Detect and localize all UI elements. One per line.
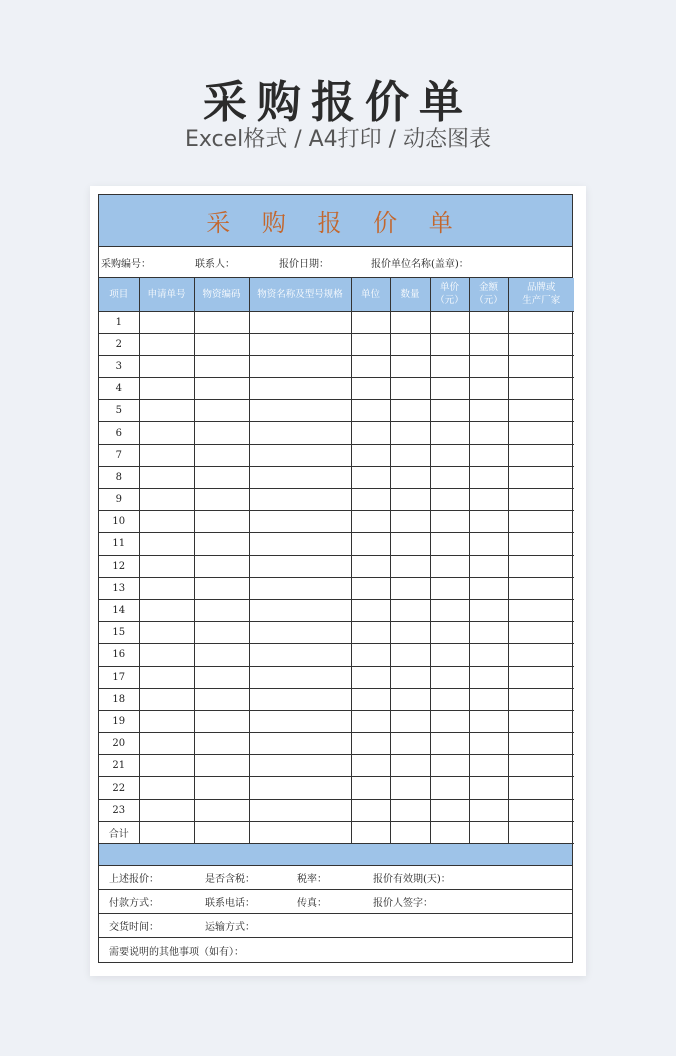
- footer-band: [99, 844, 572, 866]
- footer-transport: 运输方式：: [205, 922, 255, 933]
- sheet-title: 采 购 报 价 单: [206, 209, 465, 237]
- table-cell[interactable]: [430, 777, 469, 799]
- table-cell[interactable]: [194, 444, 249, 466]
- table-cell[interactable]: [139, 555, 194, 577]
- table-row: [99, 777, 574, 799]
- footer-delivery-time: 交货时间：: [109, 922, 159, 933]
- table-cell[interactable]: [351, 577, 390, 599]
- table-cell[interactable]: [508, 400, 574, 422]
- table-cell[interactable]: [430, 622, 469, 644]
- row-number: 18: [99, 688, 139, 710]
- table-cell[interactable]: [139, 466, 194, 488]
- table-cell[interactable]: [430, 710, 469, 732]
- table-cell[interactable]: [249, 755, 351, 777]
- table-cell[interactable]: [469, 577, 508, 599]
- row-number: 20: [99, 733, 139, 755]
- table-cell[interactable]: [249, 622, 351, 644]
- table-cell[interactable]: [194, 355, 249, 377]
- table-cell[interactable]: [390, 733, 430, 755]
- table-cell[interactable]: [139, 777, 194, 799]
- table-cell[interactable]: [508, 378, 574, 400]
- total-cell[interactable]: [390, 821, 430, 843]
- table-cell[interactable]: [194, 555, 249, 577]
- table-cell[interactable]: [194, 644, 249, 666]
- row-number: 15: [99, 622, 139, 644]
- table-cell[interactable]: [469, 333, 508, 355]
- table-cell[interactable]: [430, 533, 469, 555]
- table-cell[interactable]: [390, 666, 430, 688]
- total-label: 合计: [99, 821, 139, 843]
- table-row: [99, 311, 574, 333]
- table-cell[interactable]: [139, 599, 194, 621]
- table-cell[interactable]: [139, 644, 194, 666]
- table-cell[interactable]: [469, 622, 508, 644]
- table-cell[interactable]: [194, 311, 249, 333]
- table-row: [99, 733, 574, 755]
- table-cell[interactable]: [390, 511, 430, 533]
- table-cell[interactable]: [139, 311, 194, 333]
- table-cell[interactable]: [351, 311, 390, 333]
- table-row: [99, 355, 574, 377]
- table-cell[interactable]: [194, 422, 249, 444]
- row-number: 23: [99, 799, 139, 821]
- table-cell[interactable]: [390, 688, 430, 710]
- table-row: [99, 688, 574, 710]
- table-cell[interactable]: [469, 777, 508, 799]
- table-row: [99, 466, 574, 488]
- table-cell[interactable]: [469, 755, 508, 777]
- table-cell[interactable]: [508, 333, 574, 355]
- table-cell[interactable]: [351, 422, 390, 444]
- column-header: 物资编码: [194, 278, 249, 311]
- meta-contact: 联系人：: [195, 258, 235, 270]
- table-cell[interactable]: [508, 799, 574, 821]
- table-row: [99, 666, 574, 688]
- table-cell[interactable]: [351, 378, 390, 400]
- table-cell[interactable]: [508, 599, 574, 621]
- table-cell[interactable]: [351, 710, 390, 732]
- table-cell[interactable]: [351, 489, 390, 511]
- banner-subtitle: Excel格式 / A4打印 / 动态图表: [184, 127, 492, 152]
- table-cell[interactable]: [508, 511, 574, 533]
- table-cell[interactable]: [249, 333, 351, 355]
- table-cell[interactable]: [430, 644, 469, 666]
- table-cell[interactable]: [390, 533, 430, 555]
- footer-row-delivery: [99, 914, 572, 938]
- footer-tax-included: 是否含税：: [205, 874, 255, 885]
- table-cell[interactable]: [508, 688, 574, 710]
- total-row: [99, 821, 574, 843]
- table-cell[interactable]: [430, 466, 469, 488]
- meta-quote-date: 报价日期：: [279, 258, 329, 270]
- footer-row-payment: [99, 890, 572, 914]
- table-cell[interactable]: [351, 644, 390, 666]
- footer-quoted-price: 上述报价：: [109, 874, 159, 885]
- table-cell[interactable]: [351, 688, 390, 710]
- table-cell[interactable]: [249, 688, 351, 710]
- table-cell[interactable]: [508, 755, 574, 777]
- total-cell[interactable]: [249, 821, 351, 843]
- table-cell[interactable]: [351, 777, 390, 799]
- column-header: 申请单号: [139, 278, 194, 311]
- table-cell[interactable]: [139, 755, 194, 777]
- table-row: [99, 378, 574, 400]
- table-cell[interactable]: [430, 422, 469, 444]
- total-cell[interactable]: [351, 821, 390, 843]
- table-cell[interactable]: [430, 577, 469, 599]
- table-cell[interactable]: [194, 489, 249, 511]
- table-cell[interactable]: [139, 355, 194, 377]
- table-row: [99, 489, 574, 511]
- table-cell[interactable]: [249, 400, 351, 422]
- table-row: [99, 422, 574, 444]
- table-cell[interactable]: [249, 444, 351, 466]
- table-cell[interactable]: [390, 799, 430, 821]
- column-header: 单价 （元）: [430, 278, 469, 311]
- table-cell[interactable]: [390, 577, 430, 599]
- row-number: 19: [99, 710, 139, 732]
- table-cell[interactable]: [390, 355, 430, 377]
- table-cell[interactable]: [390, 777, 430, 799]
- column-header: 单位: [351, 278, 390, 311]
- table-cell[interactable]: [139, 333, 194, 355]
- table-cell[interactable]: [139, 733, 194, 755]
- table-cell[interactable]: [139, 577, 194, 599]
- footer-payment-method: 付款方式：: [109, 898, 159, 909]
- banner-title: 采购报价单: [203, 77, 473, 128]
- footer-notes: 需要说明的其他事项（如有）：: [109, 946, 244, 958]
- table-cell[interactable]: [249, 666, 351, 688]
- total-cell[interactable]: [430, 821, 469, 843]
- table-cell[interactable]: [194, 378, 249, 400]
- table-cell[interactable]: [469, 533, 508, 555]
- table-cell[interactable]: [139, 688, 194, 710]
- table-row: [99, 577, 574, 599]
- table-cell[interactable]: [508, 311, 574, 333]
- meta-purchase-no: 采购编号：: [101, 258, 151, 270]
- table-cell[interactable]: [469, 799, 508, 821]
- table-row: [99, 799, 574, 821]
- table-cell[interactable]: [508, 444, 574, 466]
- footer-validity: 报价有效期(天)：: [373, 874, 451, 885]
- table-cell[interactable]: [194, 400, 249, 422]
- row-number: 17: [99, 666, 139, 688]
- table-cell[interactable]: [194, 466, 249, 488]
- sheet-title-band: [99, 195, 572, 247]
- table-cell[interactable]: [139, 444, 194, 466]
- footer-row-quote: [99, 866, 572, 890]
- table-cell[interactable]: [430, 311, 469, 333]
- table-cell[interactable]: [139, 378, 194, 400]
- table-cell[interactable]: [390, 755, 430, 777]
- table-cell[interactable]: [194, 710, 249, 732]
- row-number: 21: [99, 755, 139, 777]
- table-cell[interactable]: [139, 533, 194, 555]
- meta-row: [99, 247, 572, 278]
- table-cell[interactable]: [249, 777, 351, 799]
- footer-phone: 联系电话：: [205, 898, 255, 909]
- table-cell[interactable]: [194, 799, 249, 821]
- table-row: [99, 511, 574, 533]
- row-number: 13: [99, 577, 139, 599]
- table-cell[interactable]: [469, 489, 508, 511]
- table-cell[interactable]: [194, 733, 249, 755]
- table-cell[interactable]: [351, 466, 390, 488]
- row-number: 6: [99, 422, 139, 444]
- total-cell[interactable]: [469, 821, 508, 843]
- column-header: 项目: [99, 278, 139, 311]
- row-number: 14: [99, 599, 139, 621]
- table-cell[interactable]: [469, 688, 508, 710]
- row-number: 3: [99, 355, 139, 377]
- row-number: 5: [99, 400, 139, 422]
- table-cell[interactable]: [469, 466, 508, 488]
- table-cell[interactable]: [351, 555, 390, 577]
- table-cell[interactable]: [390, 333, 430, 355]
- table-row: [99, 644, 574, 666]
- row-number: 11: [99, 533, 139, 555]
- table-cell[interactable]: [508, 577, 574, 599]
- table-row: [99, 755, 574, 777]
- table-row: [99, 533, 574, 555]
- table-cell[interactable]: [390, 466, 430, 488]
- table-cell[interactable]: [508, 555, 574, 577]
- table-cell[interactable]: [194, 666, 249, 688]
- table-cell[interactable]: [351, 333, 390, 355]
- table-cell[interactable]: [249, 311, 351, 333]
- row-number: 2: [99, 333, 139, 355]
- table-cell[interactable]: [351, 799, 390, 821]
- column-header: 数量: [390, 278, 430, 311]
- total-cell[interactable]: [139, 821, 194, 843]
- items-table: [99, 278, 574, 844]
- table-cell[interactable]: [469, 355, 508, 377]
- table-row: [99, 710, 574, 732]
- column-header: 物资名称及型号规格: [249, 278, 351, 311]
- table-cell[interactable]: [249, 422, 351, 444]
- table-body: [99, 311, 574, 844]
- row-number: 16: [99, 644, 139, 666]
- table-cell[interactable]: [249, 466, 351, 488]
- table-cell[interactable]: [469, 400, 508, 422]
- table-cell[interactable]: [390, 555, 430, 577]
- table-cell[interactable]: [508, 622, 574, 644]
- table-cell[interactable]: [469, 733, 508, 755]
- table-cell[interactable]: [194, 755, 249, 777]
- footer-fax: 传真：: [297, 898, 327, 909]
- table-cell[interactable]: [249, 577, 351, 599]
- table-cell[interactable]: [430, 400, 469, 422]
- table-cell[interactable]: [139, 489, 194, 511]
- table-cell[interactable]: [390, 710, 430, 732]
- table-cell[interactable]: [249, 489, 351, 511]
- table-row: [99, 599, 574, 621]
- table-cell[interactable]: [249, 378, 351, 400]
- table-cell[interactable]: [430, 511, 469, 533]
- meta-quoting-company: 报价单位名称(盖章)：: [371, 258, 469, 270]
- table-cell[interactable]: [249, 644, 351, 666]
- table-cell[interactable]: [351, 666, 390, 688]
- table-cell[interactable]: [139, 710, 194, 732]
- table-cell[interactable]: [390, 311, 430, 333]
- footer-signature: 报价人签字：: [373, 898, 433, 909]
- table-cell[interactable]: [469, 599, 508, 621]
- table-cell[interactable]: [508, 355, 574, 377]
- table-cell[interactable]: [508, 489, 574, 511]
- table-cell[interactable]: [351, 444, 390, 466]
- table-cell[interactable]: [351, 400, 390, 422]
- table-cell[interactable]: [469, 378, 508, 400]
- table-cell[interactable]: [469, 444, 508, 466]
- table-cell[interactable]: [430, 378, 469, 400]
- table-cell[interactable]: [390, 644, 430, 666]
- table-cell[interactable]: [139, 400, 194, 422]
- table-cell[interactable]: [249, 355, 351, 377]
- table-cell[interactable]: [390, 444, 430, 466]
- table-cell[interactable]: [508, 466, 574, 488]
- table-cell[interactable]: [249, 533, 351, 555]
- table-cell[interactable]: [430, 444, 469, 466]
- table-cell[interactable]: [351, 733, 390, 755]
- total-cell[interactable]: [194, 821, 249, 843]
- table-cell[interactable]: [508, 666, 574, 688]
- table-cell[interactable]: [430, 355, 469, 377]
- table-row: [99, 333, 574, 355]
- row-number: 9: [99, 489, 139, 511]
- table-cell[interactable]: [194, 533, 249, 555]
- table-cell[interactable]: [430, 733, 469, 755]
- table-cell[interactable]: [194, 333, 249, 355]
- table-cell[interactable]: [249, 733, 351, 755]
- table-row: [99, 444, 574, 466]
- table-cell[interactable]: [390, 622, 430, 644]
- table-cell[interactable]: [194, 599, 249, 621]
- row-number: 7: [99, 444, 139, 466]
- table-cell[interactable]: [194, 577, 249, 599]
- table-cell[interactable]: [249, 710, 351, 732]
- table-cell[interactable]: [430, 599, 469, 621]
- table-cell[interactable]: [194, 777, 249, 799]
- table-cell[interactable]: [390, 400, 430, 422]
- table-cell[interactable]: [194, 511, 249, 533]
- table-cell[interactable]: [469, 511, 508, 533]
- row-number: 8: [99, 466, 139, 488]
- row-number: 12: [99, 555, 139, 577]
- table-cell[interactable]: [430, 555, 469, 577]
- row-number: 10: [99, 511, 139, 533]
- footer-tax-rate: 税率：: [297, 874, 327, 885]
- table-cell[interactable]: [469, 710, 508, 732]
- table-cell[interactable]: [351, 511, 390, 533]
- table-row: [99, 400, 574, 422]
- table-row: [99, 622, 574, 644]
- table-cell[interactable]: [508, 710, 574, 732]
- table-cell[interactable]: [469, 422, 508, 444]
- table-cell[interactable]: [430, 799, 469, 821]
- table-cell[interactable]: [469, 311, 508, 333]
- table-cell[interactable]: [351, 599, 390, 621]
- table-cell[interactable]: [351, 622, 390, 644]
- row-number: 22: [99, 777, 139, 799]
- table-cell[interactable]: [139, 422, 194, 444]
- table-cell[interactable]: [390, 489, 430, 511]
- table-cell[interactable]: [430, 666, 469, 688]
- table-cell[interactable]: [249, 599, 351, 621]
- table-cell[interactable]: [508, 777, 574, 799]
- table-cell[interactable]: [194, 688, 249, 710]
- column-header: 金额 （元）: [469, 278, 508, 311]
- table-cell[interactable]: [390, 378, 430, 400]
- table-cell[interactable]: [139, 799, 194, 821]
- table-cell[interactable]: [249, 799, 351, 821]
- table-cell[interactable]: [351, 355, 390, 377]
- table-cell[interactable]: [249, 555, 351, 577]
- table-cell[interactable]: [430, 489, 469, 511]
- table-cell[interactable]: [139, 666, 194, 688]
- footer-row-notes: [99, 938, 572, 962]
- table-cell[interactable]: [430, 333, 469, 355]
- quotation-sheet: [98, 194, 573, 963]
- table-cell[interactable]: [508, 533, 574, 555]
- table-cell[interactable]: [390, 422, 430, 444]
- table-cell[interactable]: [508, 733, 574, 755]
- table-cell[interactable]: [139, 622, 194, 644]
- table-header-row: [99, 278, 574, 311]
- table-cell[interactable]: [430, 755, 469, 777]
- table-cell[interactable]: [469, 555, 508, 577]
- table-cell[interactable]: [351, 755, 390, 777]
- column-header: 品牌或 生产厂家: [508, 278, 574, 311]
- row-number: 1: [99, 311, 139, 333]
- table-cell[interactable]: [194, 622, 249, 644]
- row-number: 4: [99, 378, 139, 400]
- table-cell[interactable]: [390, 599, 430, 621]
- table-cell[interactable]: [508, 422, 574, 444]
- table-cell[interactable]: [508, 644, 574, 666]
- table-row: [99, 555, 574, 577]
- table-cell[interactable]: [430, 688, 469, 710]
- table-cell[interactable]: [469, 666, 508, 688]
- table-cell[interactable]: [351, 533, 390, 555]
- table-cell[interactable]: [249, 511, 351, 533]
- total-cell[interactable]: [508, 821, 574, 843]
- table-cell[interactable]: [139, 511, 194, 533]
- table-cell[interactable]: [469, 644, 508, 666]
